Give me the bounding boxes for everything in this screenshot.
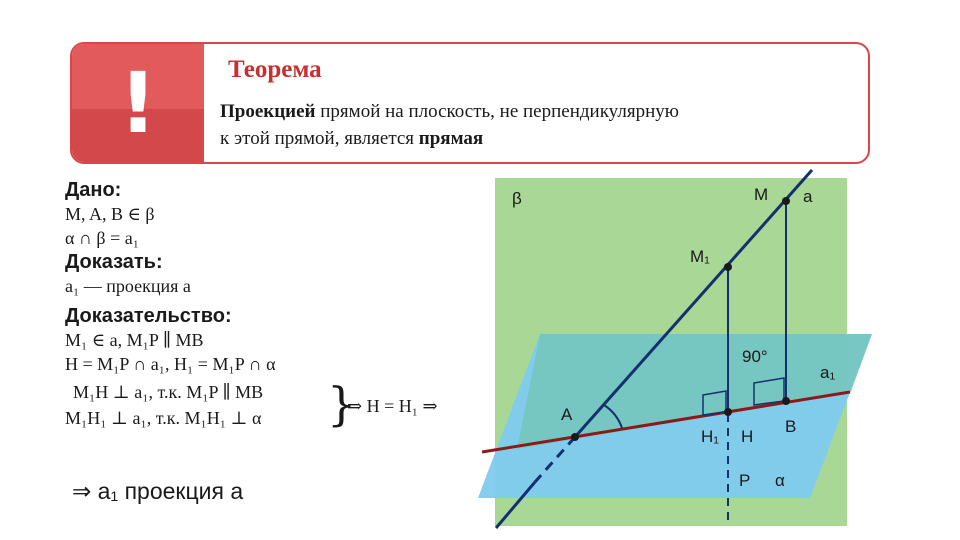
label-90-degrees: 90° bbox=[742, 347, 768, 366]
label-h1: H₁ bbox=[701, 427, 720, 446]
label-h: H bbox=[741, 427, 754, 446]
theorem-bold-1: Проекцией bbox=[220, 101, 316, 122]
point-m bbox=[782, 197, 790, 205]
label-beta: β bbox=[512, 189, 522, 208]
point-a bbox=[571, 433, 579, 441]
theorem-title: Теорема bbox=[228, 56, 322, 83]
label-point-a: A bbox=[561, 405, 573, 424]
prove-heading: Доказать: bbox=[65, 251, 163, 273]
curly-brace: } bbox=[327, 377, 357, 431]
theorem-text-2: к этой прямой, является bbox=[220, 128, 419, 149]
point-b bbox=[782, 397, 790, 405]
given-line-2: α ∩ β = a₁ bbox=[65, 228, 140, 248]
proof-step-3: M₁H ⊥ a₁, т.к. M₁P ∥ MB bbox=[73, 382, 264, 402]
point-h bbox=[724, 408, 732, 416]
proof-step-1: M₁ ∈ a, M₁P ∥ MB bbox=[65, 330, 204, 350]
label-alpha: α bbox=[775, 471, 785, 490]
proof-implication: ⇒ H = H₁ ⇒ bbox=[347, 396, 438, 416]
label-m1: M₁ bbox=[690, 247, 710, 266]
proof-heading: Доказательство: bbox=[65, 305, 232, 327]
label-a1: a₁ bbox=[820, 363, 836, 382]
given-heading: Дано: bbox=[65, 179, 122, 201]
label-p: P bbox=[739, 471, 751, 490]
given-line-1: M, A, B ∈ β bbox=[65, 204, 155, 224]
proof-final: ⇒ a₁ проекция a bbox=[72, 478, 244, 504]
label-m: M bbox=[754, 185, 769, 204]
theorem-bold-2: прямая bbox=[418, 128, 484, 149]
proof-step-4: M₁H₁ ⊥ a₁, т.к. M₁H₁ ⊥ α bbox=[65, 408, 262, 428]
label-b: B bbox=[785, 417, 797, 436]
theorem-text-1: прямой на плоскость, не перпендикулярную bbox=[315, 101, 679, 122]
exclamation-icon: ! bbox=[118, 54, 158, 152]
proof-step-2: H = M₁P ∩ a₁, H₁ = M₁P ∩ α bbox=[65, 354, 276, 374]
prove-line-1: a₁ — проекция a bbox=[65, 276, 191, 296]
label-a: a bbox=[803, 187, 813, 206]
point-m1 bbox=[724, 263, 732, 271]
